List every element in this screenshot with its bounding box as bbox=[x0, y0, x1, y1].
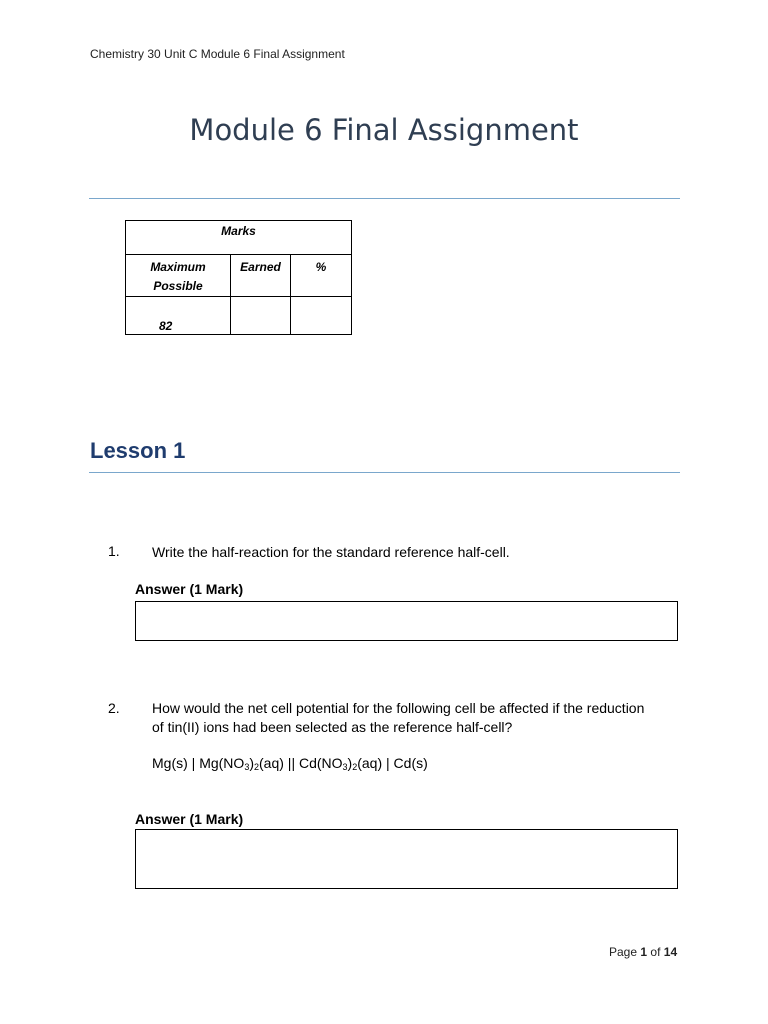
percent-value-cell[interactable] bbox=[291, 297, 352, 335]
col-percent: % bbox=[291, 255, 352, 297]
question-2-answer-label: Answer (1 Mark) bbox=[135, 811, 244, 827]
marks-table-title: Marks bbox=[126, 221, 352, 255]
question-2-number: 2. bbox=[108, 700, 120, 716]
page-number bbox=[609, 945, 677, 959]
question-2-cell-notation bbox=[152, 755, 428, 771]
eq-part: Mg(s) | Mg(NO bbox=[152, 755, 245, 771]
eq-part: ) bbox=[347, 755, 353, 771]
marks-table bbox=[125, 220, 352, 335]
eq-subscript: 3 bbox=[342, 762, 348, 772]
eq-subscript: 3 bbox=[244, 762, 250, 772]
col-maximum-possible: Maximum Possible bbox=[126, 255, 231, 297]
col-earned: Earned bbox=[231, 255, 291, 297]
eq-subscript: 2 bbox=[352, 762, 358, 772]
question-2-text: How would the net cell potential for the following cell be affected if the reduction of tin(II) ions had been selected as the reference half-cell? bbox=[152, 700, 645, 735]
eq-subscript: 2 bbox=[254, 762, 260, 772]
question-2-answer-box[interactable] bbox=[135, 829, 678, 889]
of-word: of bbox=[650, 945, 661, 959]
eq-part: (aq) || Cd(NO bbox=[259, 755, 343, 771]
question-1-number: 1. bbox=[108, 543, 120, 559]
lesson-divider bbox=[89, 472, 680, 473]
total-pages: 14 bbox=[663, 945, 678, 959]
current-page: 1 bbox=[640, 945, 648, 959]
earned-value-cell[interactable] bbox=[231, 297, 291, 335]
title-divider bbox=[89, 198, 680, 199]
question-1-answer-box[interactable] bbox=[135, 601, 678, 641]
running-header: Chemistry 30 Unit C Module 6 Final Assignment bbox=[90, 47, 345, 61]
page-word: Page bbox=[609, 945, 638, 959]
max-possible-value: 82 bbox=[126, 297, 231, 335]
eq-part: (aq) | Cd(s) bbox=[357, 755, 428, 771]
eq-part: ) bbox=[249, 755, 254, 771]
document-title: Module 6 Final Assignment bbox=[189, 113, 579, 147]
question-1-answer-label: Answer (1 Mark) bbox=[135, 581, 244, 597]
lesson-heading: Lesson 1 bbox=[90, 438, 186, 463]
question-1-text: Write the half-reaction for the standard reference half-cell. bbox=[152, 544, 510, 560]
